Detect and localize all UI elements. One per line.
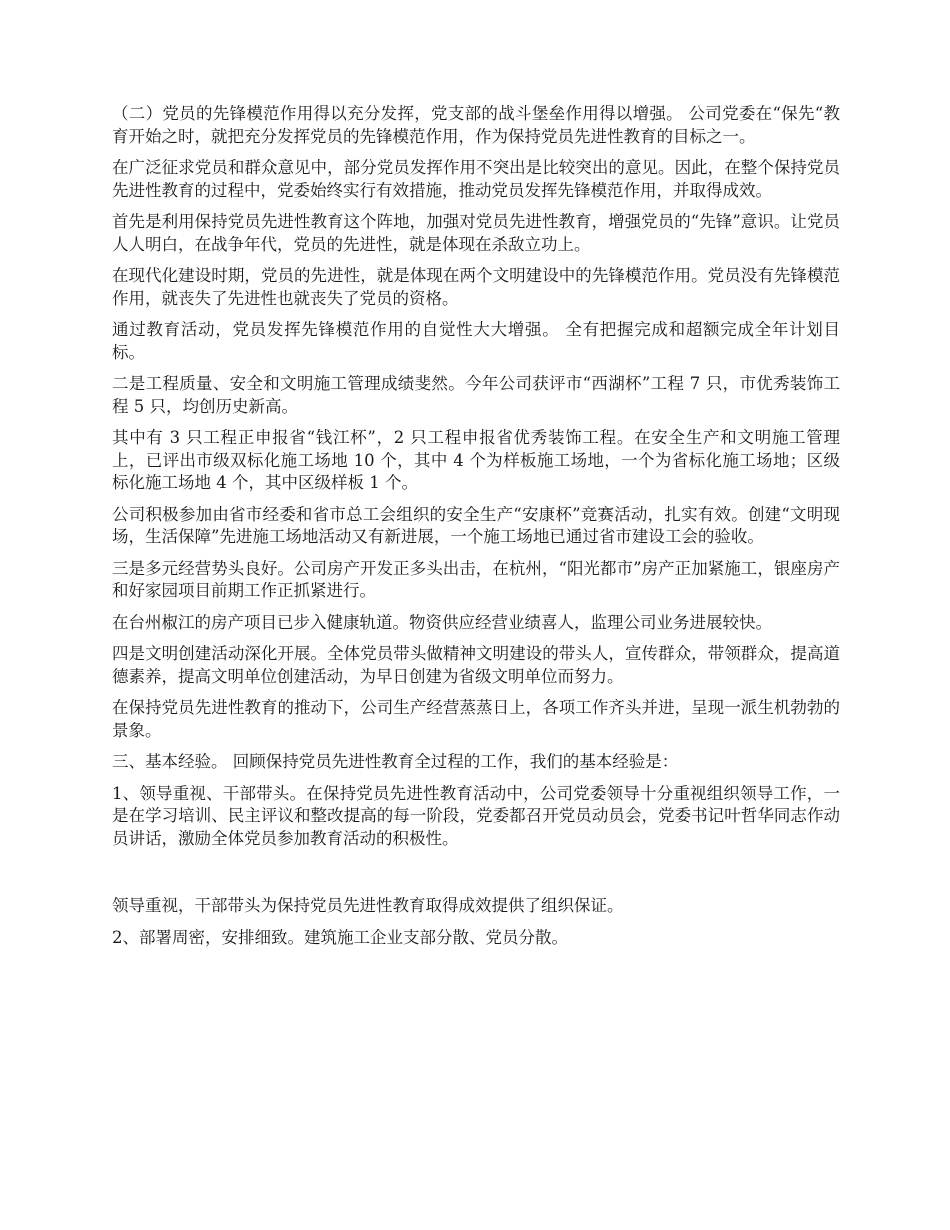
paragraph: 通过教育活动，党员发挥先锋模范作用的自觉性大大增强。 全有把握完成和超额完成全年计划目标。 — [112, 320, 840, 362]
paragraph: 公司积极参加由省市经委和省市总工会组织的安全生产“安康杯”竞赛活动，扎实有效。创建“文明现场，生活保障”先进施工场地活动又有新进展，一个施工场地已通过省市建设工会的验收。 — [112, 504, 840, 546]
section-heading: 三、基本经验。 回顾保持党员先进性教育全过程的工作，我们的基本经验是： — [112, 752, 679, 771]
paragraph: 二是工程质量、安全和文明施工管理成绩斐然。今年公司获评市“西湖杯”工程 7 只，市优秀装饰工程 5 只，均创历史新高。 — [112, 374, 840, 416]
paragraph: 其中有 3 只工程正申报省“钱江杯”，2 只工程申报省优秀装饰工程。在安全生产和文明施工管理上，已评出市级双标化施工场地 10 个，其中 4 个为样板施工场地，一个为省标化施工场地；区级标化施工场地 4 个，其中区级样板 1 个。 — [112, 428, 840, 492]
paragraph: 首先是利用保持党员先进性教育这个阵地，加强对党员先进性教育，增强党员的“先锋”意识。让党员人人明白，在战争年代，党员的先进性，就是体现在杀敌立功上。 — [112, 212, 840, 254]
paragraph: 领导重视，干部带头为保持党员先进性教育取得成效提供了组织保证。 — [112, 896, 624, 915]
paragraph: 在广泛征求党员和群众意见中，部分党员发挥作用不突出是比较突出的意见。因此，在整个保持党员先进性教育的过程中，党委始终实行有效措施，推动党员发挥先锋模范作用，并取得成效。 — [112, 158, 840, 200]
paragraph: （二）党员的先锋模范作用得以充分发挥，党支部的战斗堡垒作用得以增强。 公司党委在“保先“教育开始之时，就把充分发挥党员的先锋模范作用，作为保持党员先进性教育的目标之一。 — [112, 104, 840, 146]
paragraph: 在台州椒江的房产项目已步入健康轨道。物资供应经营业绩喜人，监理公司业务进展较快。 — [112, 612, 772, 632]
paragraph: 在现代化建设时期，党员的先进性，就是体现在两个文明建设中的先锋模范作用。党员没有先锋模范作用，就丧失了先进性也就丧失了党员的资格。 — [112, 266, 840, 308]
document-body — [112, 103, 840, 958]
paragraph: 2、部署周密，安排细致。建筑施工企业支部分散、党员分散。 — [112, 927, 568, 947]
paragraph: 三是多元经营势头良好。公司房产开发正多头出击，在杭州，“阳光都市”房产正加紧施工，银座房产和好家园项目前期工作正抓紧进行。 — [112, 558, 840, 600]
paragraph: 1、领导重视、干部带头。在保持党员先进性教育活动中，公司党委领导十分重视组织领导工作，一是在学习培训、民主评议和整改提高的每一阶段，党委都召开党员动员会，党委书记叶哲华同志作动员讲话，激励全体党员参加教育活动的积极性。 — [112, 783, 840, 848]
paragraph: 四是文明创建活动深化开展。全体党员带头做精神文明建设的带头人，宣传群众，带领群众，提高道德素养，提高文明单位创建活动，为早日创建为省级文明单位而努力。 — [112, 644, 840, 686]
paragraph: 在保持党员先进性教育的推动下，公司生产经营蒸蒸日上，各项工作齐头并进，呈现一派生机勃勃的景象。 — [112, 698, 840, 740]
paragraph-gap — [112, 859, 840, 895]
